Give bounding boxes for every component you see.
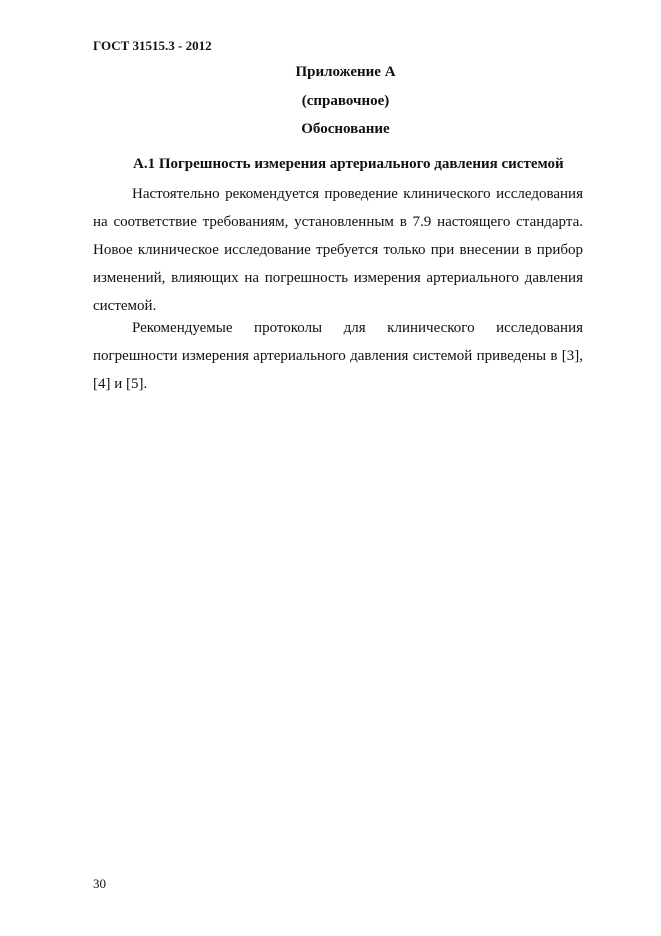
appendix-type: (справочное) <box>301 93 390 109</box>
section-heading: А.1 Погрешность измерения артериального давления системой <box>133 156 564 172</box>
paragraph-2 <box>93 314 583 398</box>
appendix-subtitle: Обоснование <box>301 121 390 137</box>
paragraph-2-text: Рекомендуемые протоколы для клинического исследования погрешности измерения артериального давления системой приведены в [3], [4] и [5]. <box>93 320 583 392</box>
standard-code-header: ГОСТ 31515.3 - 2012 <box>93 38 212 53</box>
paragraph-1 <box>93 180 583 320</box>
appendix-title: Приложение А <box>295 64 396 80</box>
paragraph-1-text: Настоятельно рекомендуется проведение клинического исследования на соответствие требованиям, установленным в 7.9 настоящего стандарта. Новое клиническое исследование требуется только при внесении в прибор изменений, влияющих на погрешность измерения артериального давления системой. <box>93 186 583 314</box>
page-number: 30 <box>93 876 106 891</box>
